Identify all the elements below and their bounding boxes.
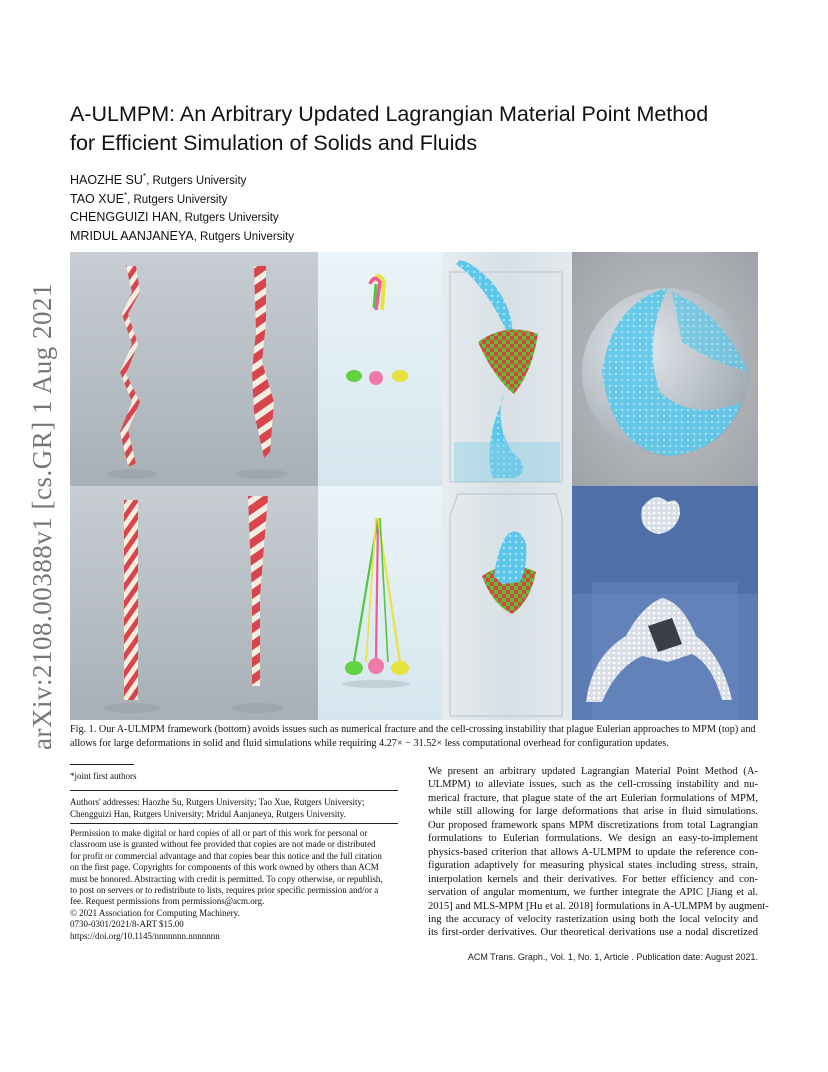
abstract-line: formulations to Eulerian formulations. We design an easy-to-implement	[428, 833, 758, 845]
abstract-line: servation of angular momentum, we further integrate the APIC [Jiang et al.	[428, 887, 758, 899]
author-affiliation: , Rutgers University	[127, 194, 228, 207]
author-affiliation: , Rutgers University	[193, 231, 294, 243]
abstract-line: 2015] and MLS-MPM [Hu et al. 2018] formulations in A-ULMPM by augment-	[428, 900, 769, 912]
author-affiliation: , Rutgers University	[146, 175, 247, 188]
permission-line: for profit or commercial advantage and that copies bear this notice and the full citation	[70, 850, 382, 861]
author-name: MRIDUL AANJANEYA	[70, 229, 194, 243]
footnote: *joint first authors	[70, 771, 137, 781]
author-3	[70, 210, 279, 224]
panel-top-eulerian-hanging-toys	[318, 252, 442, 486]
permission-line: Permission to make digital or hard copies of all or part of this work for personal or	[70, 828, 368, 838]
permission-rule	[70, 823, 398, 824]
copyright-line: © 2021 Association for Computing Machinery.	[70, 907, 240, 918]
author-2	[70, 191, 227, 206]
abstract-line: We present an arbitrary updated Lagrangian Material Point Method (A-	[428, 766, 758, 777]
panel-top-eulerian-fluid-bowl	[442, 252, 572, 486]
arxiv-stamp: arXiv:2108.00388v1 [cs.GR] 1 Aug 2021	[27, 283, 57, 750]
author-name: HAOZHE SU	[70, 173, 143, 188]
abstract-line: ing the accuracy of velocity rasterization using both the local velocity and	[428, 913, 758, 925]
panel-top-eulerian-sphere	[572, 252, 758, 486]
abstract-line: its first-order derivatives. Our theoretical derivations use a nodal discretized	[428, 927, 758, 939]
author-name: TAO XUE	[70, 192, 124, 207]
paper-title	[70, 100, 770, 158]
panel-bottom-ulmpm-hanging-toys	[318, 486, 442, 720]
abstract-line: figuration adaptively for measuring physical states including stress, strain,	[428, 860, 758, 872]
permission-notice	[70, 828, 398, 942]
author-name: CHENGGUIZI HAN	[70, 210, 179, 224]
permission-line: fee. Request permissions from permissions@acm.org.	[70, 896, 265, 907]
permission-line: classroom use is granted without fee provided that copies are not made or distributed	[70, 839, 376, 850]
title-line-2: for Efficient Simulation of Solids and Fluids	[70, 131, 478, 155]
footnote-rule	[70, 764, 134, 765]
abstract-line: interpolation kernels and their derivatives. For better efficiency and con-	[428, 873, 758, 885]
panel-bottom-ulmpm-twist-1	[70, 486, 194, 720]
panel-top-eulerian-twist-2	[194, 252, 318, 486]
panel-bottom-ulmpm-bunny-drop	[572, 486, 758, 720]
abstract-line: merical fracture, that plague state of the art Eulerian formulations of MPM,	[428, 792, 758, 804]
abstract-line: while still allowing for large deformations that arise in fluid simulations.	[428, 806, 758, 818]
abstract	[428, 765, 769, 940]
author-4	[70, 229, 294, 243]
teaser-figure	[70, 252, 758, 720]
author-mark: *	[123, 191, 128, 200]
abstract-line: ULMPM) to alleviate issues, such as the cell-crossing instability and nu-	[428, 779, 758, 791]
doi-link[interactable]: https://doi.org/10.1145/nnnnnnn.nnnnnnn	[70, 930, 220, 941]
journal-footer: ACM Trans. Graph., Vol. 1, No. 1, Article . Publication date: August 2021.	[467, 952, 758, 962]
author-1	[70, 172, 246, 187]
authors-addresses: Authors' addresses: Haozhe Su, Rutgers University; Tao Xue, Rutgers University; Chengguizi Han, Rutgers University; Mridul Aanjaneya, Rutgers University.	[70, 797, 365, 819]
abstract-line: Our proposed framework spans MPM discretizations from total Lagrangian	[428, 819, 758, 831]
addresses-rule	[70, 790, 398, 791]
author-mark: *	[142, 172, 147, 181]
author-affiliation: , Rutgers University	[178, 212, 279, 224]
panel-bottom-ulmpm-twist-2	[194, 486, 318, 720]
abstract-line: physics-based criterion that allows A-ULMPM to update the reference con-	[428, 846, 758, 858]
figure-caption: Fig. 1. Our A-ULMPM framework (bottom) avoids issues such as numerical fracture and the cell-crossing instability that plague Eulerian approaches to MPM (top) and allows for large deformations in solid and fluid simulations while requiring 4.27× − 31.52× less computational overhead for configuration updates.	[70, 724, 756, 749]
panel-bottom-ulmpm-fluid-bowl	[442, 486, 572, 720]
panel-top-eulerian-twist-1	[70, 252, 194, 486]
permission-line: on the first page. Copyrights for components of this work owned by others than ACM	[70, 862, 379, 873]
issn-line: 0730-0301/2021/8-ART $15.00	[70, 919, 184, 930]
permission-line: must be honored. Abstracting with credit is permitted. To copy otherwise, or republish,	[70, 873, 383, 884]
title-line-1: A-ULMPM: An Arbitrary Updated Lagrangian Material Point Method	[70, 102, 709, 126]
permission-line: to post on servers or to redistribute to lists, requires prior specific permission and/or a	[70, 885, 379, 896]
